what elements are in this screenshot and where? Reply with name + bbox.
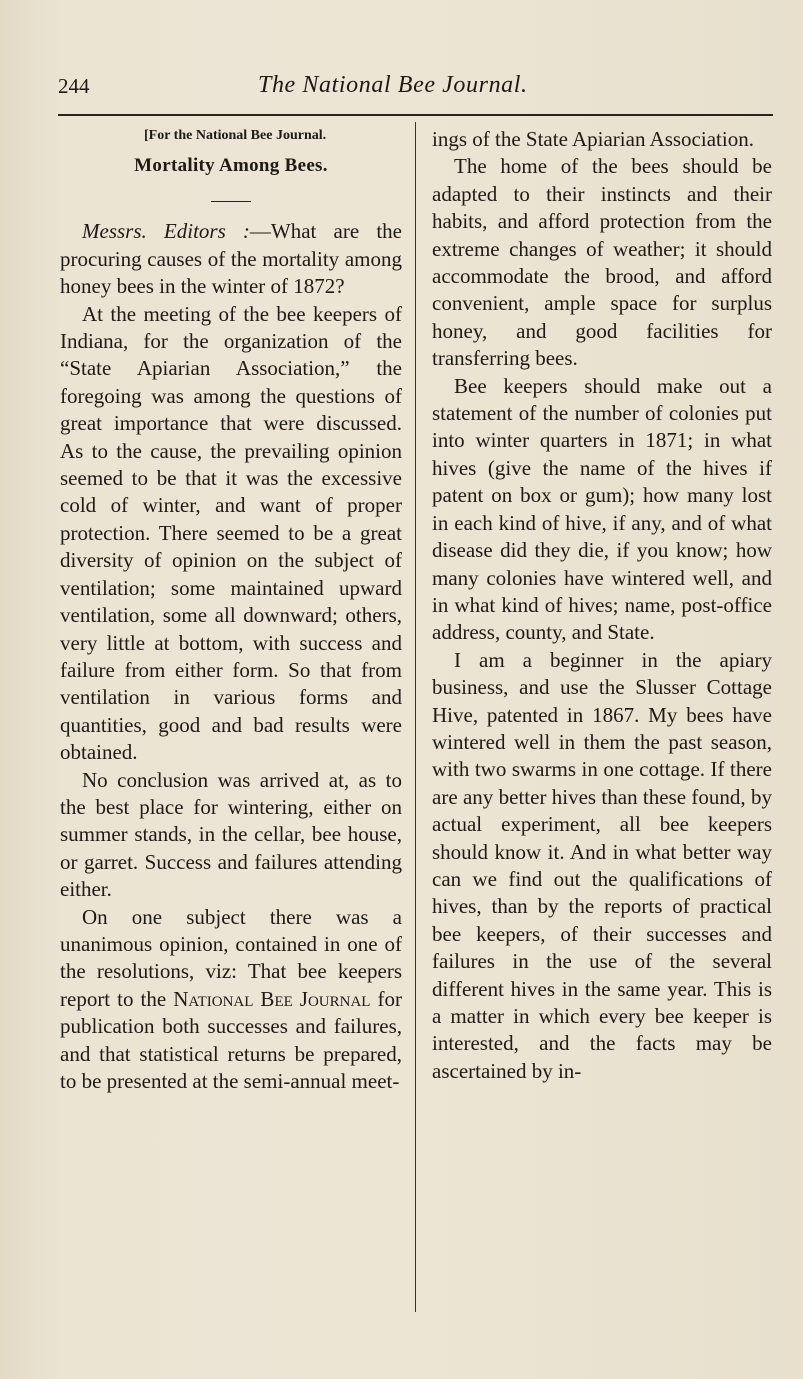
paragraph-3: No conclusion was arrived at, as to the best place for wintering, either on summer stands, in the cellar, bee house, or garret. Success and failures attending either. <box>60 767 402 902</box>
paragraph-1-text: —What are the procuring causes of the mortality among honey bees in the winter of 1872? <box>60 219 402 299</box>
page-number: 244 <box>58 74 90 98</box>
page-header <box>58 68 773 108</box>
paragraph-7: I am a beginner in the apiary business, and use the Slusser Cottage Hive, patented in 1867. My bees have wintered well in them the past season, with two swarms in one cottage. If there are any better hives than these found, by actual experiment, all bee keepers should know it. And in what better way can we find out the qualifications of hives, than by the reports of practical bee keepers, of their successes and failures in the use of the several different hives in the same year. This is a matter in which every bee keeper is interested, and the facts may be ascertained by in- <box>432 647 772 1083</box>
article-credit: [For the National Bee Journal. <box>144 128 327 143</box>
paragraph-4-continued: ings of the State Apiarian Association. <box>432 127 754 151</box>
paragraph-6: Bee keepers should make out a statement of the number of colonies put into winter quarters in 1871; in what hives (give the name of the hives if patent on box or gum); how many lost in each kind of hive, if any, and of what disease did they die, if you know; how many colonies have wintered well, and in what kind of hives; name, post-office address, county, and State. <box>432 373 772 645</box>
journal-title: The National Bee Journal. <box>258 72 528 98</box>
journal-name-smallcaps: National Bee Journal <box>173 986 371 1011</box>
article-title: Mortality Among Bees. <box>134 155 328 176</box>
right-column <box>432 118 772 1085</box>
paragraph-4 <box>60 904 402 1096</box>
salutation: Messrs. Editors : <box>82 219 250 244</box>
paragraph-4-text-a: On one subject there was a unanimous opinion, contained in one of the resolutions, viz: That bee keepers report to the <box>60 904 402 1011</box>
header-rule <box>58 114 773 116</box>
left-column <box>60 118 402 1095</box>
paragraph-1 <box>60 218 402 300</box>
title-rule <box>211 201 251 202</box>
paragraph-2: At the meeting of the bee keepers of Indiana, for the organization of the “State Apiarian Association,” the foregoing was among the questions of great importance that were discussed. As to the cause, the prevailing opinion seemed to be that it was the excessive cold of winter, and want of proper protection. There seemed to be a great diversity of opinion on the subject of ventilation; some maintained upward ventilation, some all downward; others, very little at bottom, with success and failure from either form. So that from ventilation in various forms and quantities, good and bad results were obtained. <box>60 301 402 765</box>
paragraph-4-text-b: for publication both successes and failures, and that statistical returns be prepared, to be presented at the semi-annual meet- <box>60 986 403 1093</box>
column-divider <box>415 122 416 1312</box>
paragraph-5: The home of the bees should be adapted to their instincts and their habits, and afford protection from the extreme changes of weather; it should accommodate the brood, and afford convenient, ample space for surplus honey, and good facilities for transferring bees. <box>432 154 772 371</box>
